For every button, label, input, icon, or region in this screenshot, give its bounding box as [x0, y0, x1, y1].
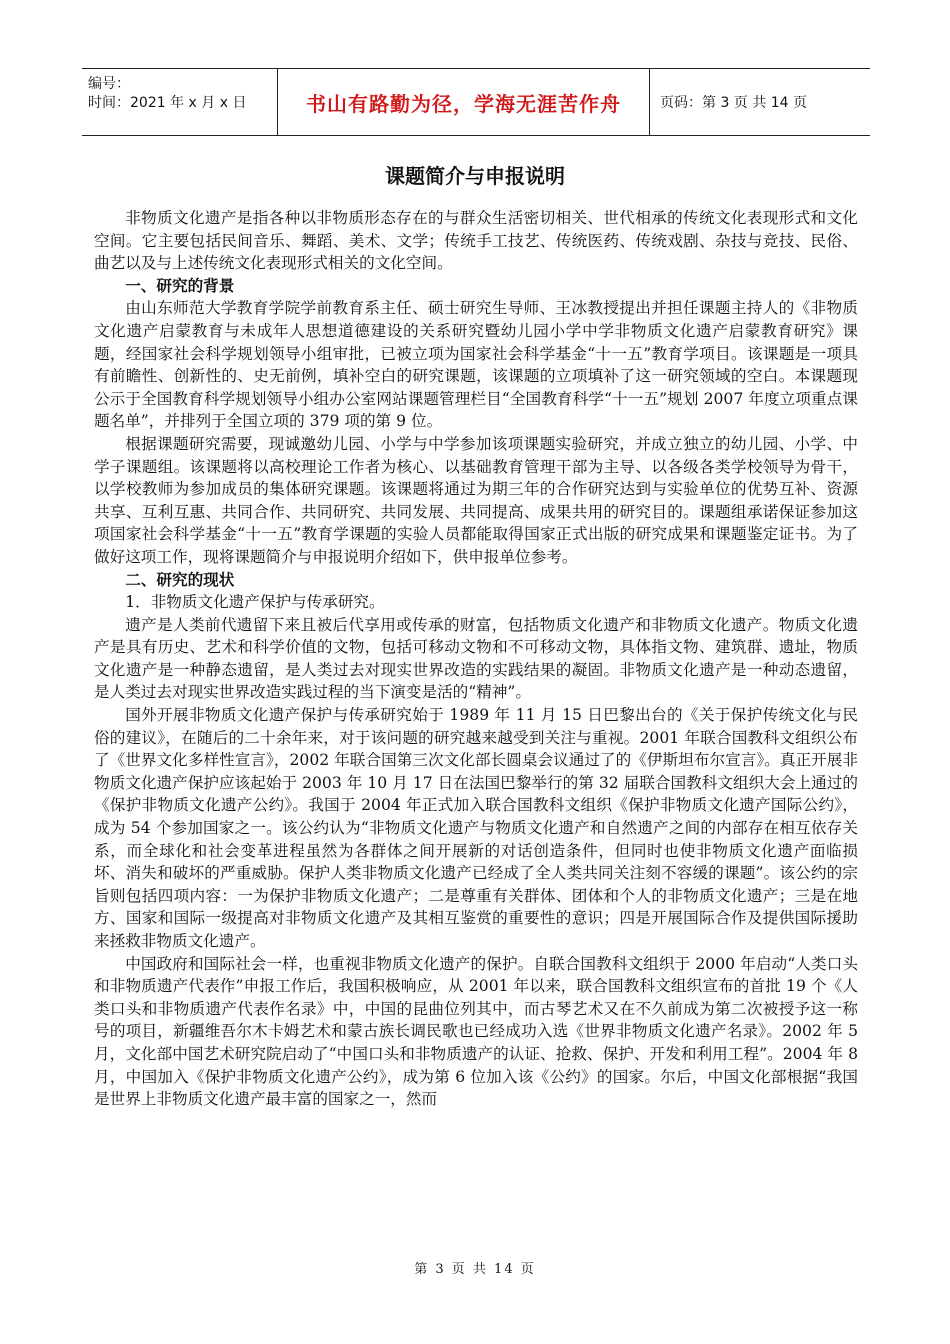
header-motto: 书山有路勤为径，学海无涯苦作舟	[278, 69, 650, 135]
document-body	[94, 207, 858, 1111]
section-heading-background: 一、研究的背景	[125, 276, 235, 295]
header-left-cell	[82, 69, 278, 135]
body-paragraph: 中国政府和国际社会一样，也重视非物质文化遗产的保护。自联合国教科文组织于 2000 年启动“人类口头和非物质遗产代表作”申报工作后，我国积极响应，从 2001 年以来，联合国教科文组织宣布的首批 19 个《人类口头和非物质遗产代表作名录》中，中国的昆曲位列其中，而古琴艺术又在不久前成为第二次被授予这一称号的项目，新疆维吾尔木卡姆艺术和蒙古族长调民歌也已经成功入选《世界非物质文化遗产名录》。2002 年 5 月，文化部中国艺术研究院启动了“中国口头和非物质遗产的认证、抢救、保护、开发和利用工程”。2004 年 8 月，中国加入《保护非物质文化遗产公约》，成为第 6 位加入该《公约》的国家。尔后，中国文化部根据“我国是世界上非物质文化遗产最丰富的国家之一，然而	[94, 954, 858, 1109]
date-label: 时间：2021 年 x 月 x 日	[88, 95, 247, 111]
page-footer: 第 3 页 共 14 页	[414, 1262, 536, 1277]
body-paragraph: 由山东师范大学教育学院学前教育系主任、硕士研究生导师、王冰教授提出并担任课题主持人的《非物质文化遗产启蒙教育与未成年人思想道德建设的关系研究暨幼儿园小学中学非物质文化遗产启蒙教育研究》课题，经国家社会科学规划领导小组审批，已被立项为国家社会科学基金“十一五”教育学项目。该课题是一项具有前瞻性、创新性的、史无前例，填补空白的研究课题，该课题的立项填补了这一研究领域的空白。本课题现公示于全国教育科学规划领导小组办公室网站课题管理栏目“全国教育科学“十一五”规划 2007 年度立项重点课题名单”，并排列于全国立项的 379 项的第 9 位。	[94, 299, 858, 431]
body-paragraph: 国外开展非物质文化遗产保护与传承研究始于 1989 年 11 月 15 日巴黎出台的《关于保护传统文化与民俗的建议》，在随后的二十余年来，对于该问题的研究越来越受到关注与重视。2001 年联合国教科文组织公布了《世界文化多样性宣言》，2002 年联合国第三次文化部长圆桌会议通过了的《伊斯坦布尔宣言》。真正开展非物质文化遗产保护应该起始于 2003 年 10 月 17 日在法国巴黎举行的第 32 届联合国教科文组织大会上通过的《保护非物质文化遗产公约》。我国于 2004 年正式加入联合国教科文组织《保护非物质文化遗产国际公约》，成为 54 个参加国家之一。该公约认为“非物质文化遗产与物质文化遗产和自然遗产之间的内部存在相互依存关系，而全球化和社会变革进程虽然为各群体之间开展新的对话创造条件，但同时也使非物质文化遗产面临损坏、消失和破坏的严重威胁。保护人类非物质文化遗产已经成了全人类共同关注刻不容缓的课题”。该公约的宗旨则包括四项内容：一为保护非物质文化遗产；二是尊重有关群体、团体和个人的非物质文化遗产；三是在地方、国家和国际一级提高对非物质文化遗产及其相互鉴赏的重要性的意识；四是开展国际合作及提供国际援助来拯救非物质文化遗产。	[94, 706, 858, 950]
body-paragraph: 根据课题研究需要，现诚邀幼儿园、小学与中学参加该项课题实验研究，并成立独立的幼儿园、小学、中学子课题组。该课题将以高校理论工作者为核心、以基础教育管理干部为主导、以各级各类学校领导为骨干，以学校教师为参加成员的集体研究课题。该课题将通过为期三年的合作研究达到与实验单位的优势互补、资源共享、互利互惠、共同合作、共同研究、共同发展、共同提高、成果共用的研究目的。课题组承诺保证参加这项国家社会科学基金“十一五”教育学课题的实验人员都能取得国家正式出版的研究成果和课题鉴定证书。为了做好这项工作，现将课题简介与申报说明介绍如下，供申报单位参考。	[94, 434, 858, 566]
body-paragraph: 遗产是人类前代遗留下来且被后代享用或传承的财富，包括物质文化遗产和非物质文化遗产。物质文化遗产是具有历史、艺术和科学价值的文物，包括可移动文物和不可移动文物，具体指文物、建筑群、遗址，物质文化遗产是一种静态遗留，是人类过去对现实世界改造的实践结果的凝固。非物质文化遗产是一种动态遗留，是人类过去对现实世界改造实践过程的当下演变是活的“精神”。	[94, 615, 858, 702]
page-header	[82, 68, 870, 136]
document-title: 课题简介与申报说明	[385, 164, 565, 188]
header-page-info: 页码：第 3 页 共 14 页	[660, 95, 807, 111]
subsection-heading: 1．非物质文化遗产保护与传承研究。	[125, 593, 385, 612]
section-heading-status: 二、研究的现状	[125, 570, 235, 589]
code-label: 编号：	[88, 76, 130, 92]
intro-paragraph: 非物质文化遗产是指各种以非物质形态存在的与群众生活密切相关、世代相承的传统文化表现形式和文化空间。它主要包括民间音乐、舞蹈、美术、文学；传统手工技艺、传统医药、传统戏剧、杂技与竞技、民俗、曲艺以及与上述传统文化表现形式相关的文化空间。	[94, 209, 858, 273]
